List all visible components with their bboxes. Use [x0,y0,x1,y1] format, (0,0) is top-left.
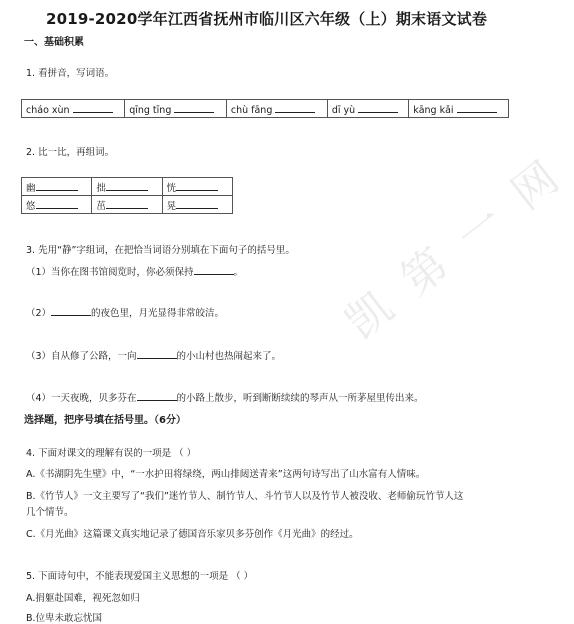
page-title: 2019-2020学年江西省抚州市临川区六年级（上）期末语文试卷 [45,10,488,28]
answer-blank[interactable] [137,348,177,359]
section-heading-basic: 一、基础积累 [24,37,84,48]
answer-blank[interactable] [51,305,91,316]
answer-blank[interactable] [73,102,113,113]
question-5-prompt: 5. 下面诗句中，不能表现爱国主义思想的一项是 （ ） [26,571,254,582]
answer-blank[interactable] [36,198,78,209]
section-heading-choice: 选择题，把序号填在括号里。（6分） [24,415,186,426]
pinyin-table [21,99,509,118]
question-3-prompt: 3. 先用“静”字组词，在把恰当词语分别填在下面句子的括号里。 [26,245,295,256]
fill-in-sentence: （4）一天夜晚，贝多芬在 的小路上散步，听到断断续续的琴声从一所茅屋里传出来。 [26,390,424,404]
fill-in-sentence: （2） 的夜色里，月光显得非常皎洁。 [26,305,224,319]
answer-blank[interactable] [36,180,78,191]
char-cell: 恍 [162,178,232,196]
option-b[interactable]: B.《竹节人》一文主要写了“我们”迷竹节人、制竹节人、斗竹节人以及竹节人被没收、老师偷玩竹节人这 [26,491,464,502]
char-cell: 茁 [92,196,162,214]
option-c[interactable]: C.《月光曲》这篇课文真实地记录了德国音乐家贝多芬创作《月光曲》的经过。 [26,529,359,540]
answer-blank[interactable] [106,198,148,209]
answer-blank[interactable] [176,180,218,191]
char-cell: 悠 [22,196,92,214]
compare-chars-table [21,177,233,214]
answer-blank[interactable] [174,102,214,113]
option-a[interactable]: A.《书湖阴先生壁》中，“一水护田将绿绕，两山排闼送青来”这两句诗写出了山水富有人情味。 [26,469,426,480]
answer-blank[interactable] [358,102,398,113]
answer-blank[interactable] [137,390,177,401]
char-cell: 拙 [92,178,162,196]
answer-blank[interactable] [176,198,218,209]
option-b[interactable]: B.位卑未敢忘忧国 [26,613,103,624]
pinyin-cell: dī yù [327,100,408,118]
answer-blank[interactable] [194,264,234,275]
watermark: 凯 第 一 网 [336,148,574,349]
answer-blank[interactable] [457,102,497,113]
char-cell: 晃 [162,196,232,214]
pinyin-cell: chù fāng [226,100,327,118]
char-cell: 幽 [22,178,92,196]
answer-blank[interactable] [275,102,315,113]
pinyin-cell: cháo xùn [22,100,125,118]
question-4-prompt: 4. 下面对课文的理解有误的一项是 （ ） [26,448,197,459]
question-1-prompt: 1. 看拼音，写词语。 [26,68,115,79]
fill-in-sentence: （3）自从修了公路，一向 的小山村也热闹起来了。 [26,348,281,362]
question-2-prompt: 2. 比一比，再组词。 [26,147,115,158]
pinyin-cell: qīng tīng [125,100,227,118]
fill-in-sentence: （1）当你在图书馆阅览时，你必须保持 。 [26,264,243,278]
option-a[interactable]: A.捐躯赴国难，视死忽如归 [26,593,140,604]
option-b-continued: 几个情节。 [26,507,74,518]
pinyin-cell: kāng kǎi [409,100,509,118]
answer-blank[interactable] [106,180,148,191]
